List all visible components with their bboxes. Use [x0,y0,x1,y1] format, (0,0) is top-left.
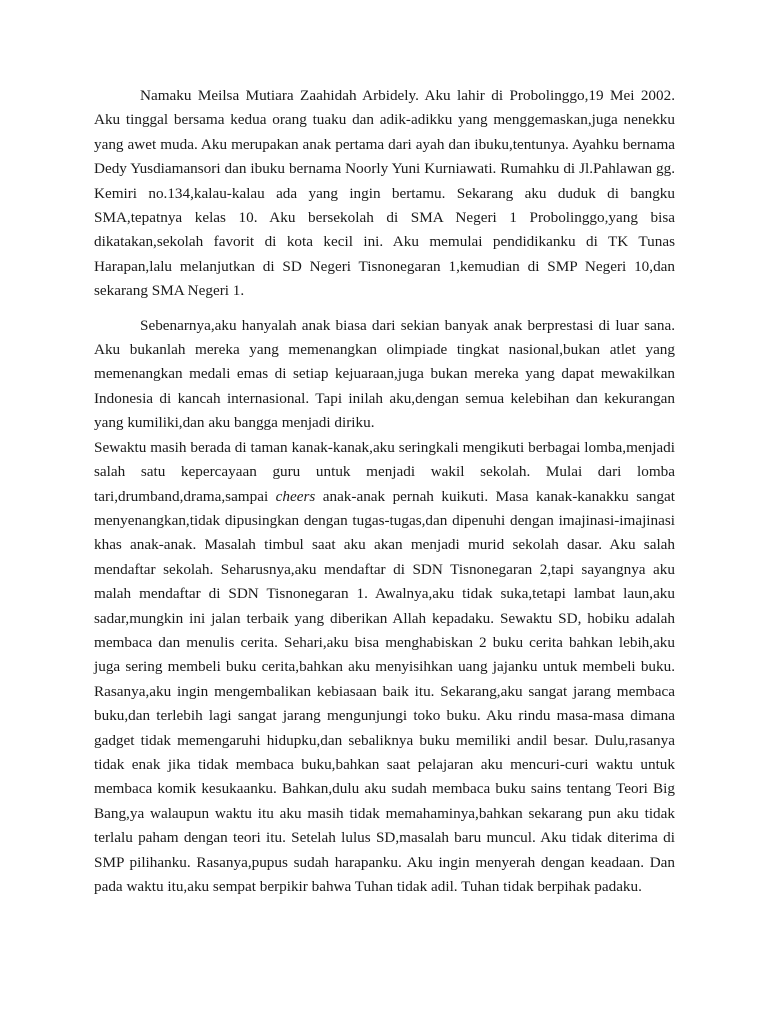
document-page [94,84,675,899]
paragraph-2: Sebenarnya,aku hanyalah anak biasa dari sekian banyak anak berprestasi di luar sana. Aku bukanlah mereka yang memenangkan olimpiade tingkat nasional,bukan atlet yang memenangkan medali emas di setiap kejuaraan,juga bukan mereka yang dapat mewakilkan Indonesia di kancah internasional. Tapi inilah aku,dengan semua kelebihan dan kekurangan yang kumiliki,dan aku bangga menjadi diriku. [94,316,675,432]
paragraph-1: Namaku Meilsa Mutiara Zaahidah Arbidely. Aku lahir di Probolinggo,19 Mei 2002. Aku tinggal bersama kedua orang tuaku dan adik-adikku yang menggemaskan,juga nenekku yang awet muda. Aku merupakan anak pertama dari ayah dan ibuku,tentunya. Ayahku bernama Dedy Yusdiamansori dan ibuku bernama Noorly Yuni Kurniawati. Rumahku di Jl.Pahlawan gg. Kemiri no.134,kalau-kalau ada yang ingin bertamu. Sekarang aku duduk di bangku SMA,tepatnya kelas 10. Aku bersekolah di SMA Negeri 1 Probolinggo,yang bisa dikatakan,sekolah favorit di kota kecil ini. Aku memulai pendidikanku di TK Tunas Harapan,lalu melanjutkan di SD Negeri Tisnonegaran 1,kemudian di SMP Negeri 10,dan sekarang SMA Negeri 1. [94,87,675,300]
paragraph-3 [94,436,675,900]
paragraph-3-italic-word: cheers [275,487,316,505]
paragraph-3-text-end: anak-anak pernah kuikuti. Masa kanak-kanakku sangat menyenangkan,tidak dipusingkan dengan tugas-tugas,dan dipenuhi dengan imajinasi-imajinasi khas anak-anak. Masalah timbul saat aku akan menjadi murid sekolah dasar. Aku salah mendaftar sekolah. Seharusnya,aku mendaftar di SDN Tisnonegaran 2,tapi sayangnya aku malah mendaftar di SDN Tisnonegaran 1. Awalnya,aku tidak suka,tetapi lambat laun,aku sadar,mungkin ini jalan terbaik yang diberikan Allah kepadaku. Sewaktu SD, hobiku adalah membaca dan menulis cerita. Sehari,aku bisa menghabiskan 2 buku cerita bahkan lebih,aku juga sering membeli buku cerita,bahkan aku menyisihkan uang jajanku untuk membeli buku. Rasanya,aku ingin mengembalikan kebiasaan baik itu. Sekarang,aku sangat jarang membaca buku,dan terlebih lagi sangat jarang mengunjungi toko buku. Aku rindu masa-masa dimana gadget tidak memengaruhi hidupku,dan sebaliknya buku memiliki andil besar. Dulu,rasanya tidak enak jika tidak membaca buku,bahkan saat pelajaran aku mencuri-curi waktu untuk membaca komik kesukaanku. Bahkan,dulu aku sudah membaca buku sains tentang Teori Big Bang,ya walaupun waktu itu aku masih tidak memahaminya,bahkan sekarang pun aku tidak terlalu paham dengan teori itu. Setelah lulus SD,masalah baru muncul. Aku tidak diterima di SMP pilihanku. Rasanya,pupus sudah harapanku. Aku ingin menyerah dengan keadaan. Dan pada waktu itu,aku sempat berpikir bahwa Tuhan tidak adil. Tuhan tidak berpihak padaku. [94,487,676,895]
paragraph-3-text-start: Sewaktu masih berada di taman kanak-kanak,aku seringkali mengikuti berbagai lomba,menjadi salah satu kepercayaan guru untuk menjadi wakil sekolah. Mulai dari lomba tari,drumband,drama,sampai [94,438,675,505]
